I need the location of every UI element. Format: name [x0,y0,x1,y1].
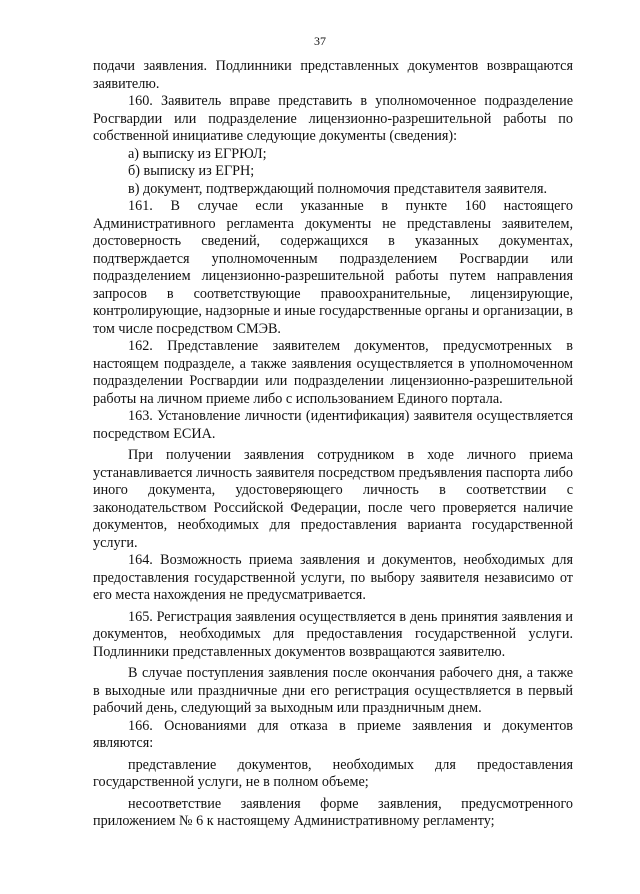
list-item-a: а) выписку из ЕГРЮЛ; [128,145,267,162]
paragraph-163: 163. Установление личности (идентификация) заявителя осуществляется посредством ЕСИА. [93,408,573,442]
paragraph-165: 165. Регистрация заявления осуществляется в день принятия заявления и документов, необходимых для предоставления государственной услуги. Подлинники представленных документов возвращаются заявителю. [93,608,573,660]
paragraph-164: 164. Возможность приема заявления и документов, необходимых для предоставления государственной услуги, по выбору заявителя независимо от его места нахождения не предусматривается. [93,552,573,603]
document-body [93,58,573,831]
list-item-v: в) документ, подтверждающий полномочия представителя заявителя. [128,180,548,197]
refusal-ground-2: несоответствие заявления форме заявления, предусмотренного приложением № 6 к настоящему Административному регламенту; [93,795,573,829]
paragraph-162: 162. Представление заявителем документов, предусмотренных в настоящем подразделе, а также заявления осуществляется в уполномоченном подразделении Росгвардии или подразделении лицензионно-разрешительной работы на личном приеме либо с использованием Единого портала. [93,338,573,407]
refusal-ground-1: представление документов, необходимых для предоставления государственной услуги, не в полном объеме; [93,756,573,790]
paragraph-continuation: подачи заявления. Подлинники представленных документов возвращаются заявителю. [93,58,573,92]
list-item-b: б) выписку из ЕГРН; [128,163,255,179]
paragraph-163-detail: При получении заявления сотрудником в ходе личного приема устанавливается личность заявителя посредством предъявления паспорта либо иного документа, удостоверяющего личность в соответствии с законодательством Российской Федерации, после чего проверяется наличие документов, необходимых для предоставления варианта государственной услуги. [93,447,573,551]
paragraph-165-detail: В случае поступления заявления после окончания рабочего дня, а также в выходные или праздничные дни его регистрация осуществляется в первый рабочий день, следующий за выходным или праздничным днем. [93,665,573,716]
paragraph-160: 160. Заявитель вправе представить в уполномоченное подразделение Росгвардии или подразделение лицензионно-разрешительной работы по собственной инициативе следующие документы (сведения): [93,93,573,144]
page-number: 37 [314,34,326,48]
paragraph-161: 161. В случае если указанные в пункте 160 настоящего Административного регламента документы не представлены заявителем, достоверность сведений, содержащихся в указанных документах, подтверждается уполномоченным подразделением Росгвардии или подразделением лицензионно-разрешительной работы путем направления запросов в соответствующие правоохранительные, лицензирующие, контролирующие, надзорные и иные государственные органы и организации, в том числе посредством СМЭВ. [93,198,573,337]
paragraph-166: 166. Основаниями для отказа в приеме заявления и документов являются: [93,717,573,751]
